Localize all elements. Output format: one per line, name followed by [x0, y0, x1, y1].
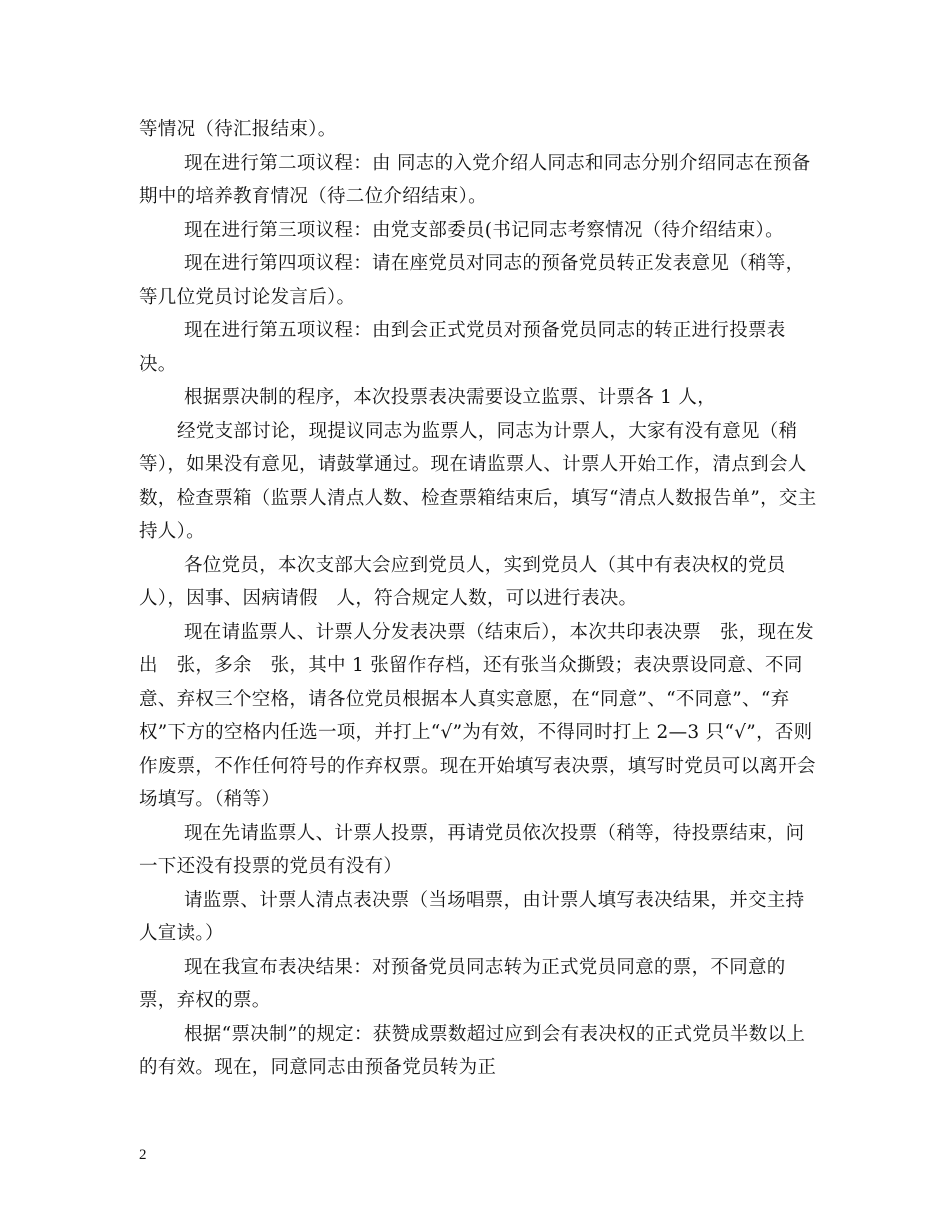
- paragraph-5: 现在进行第五项议程：由到会正式党员对预备党员同志的转正进行投票表决。: [139, 320, 786, 375]
- paragraph-2: 现在进行第二项议程：由 同志的入党介绍人同志和同志分别介绍同志在预备期中的培养教育情况（待二位介绍结束）。: [139, 152, 811, 207]
- paragraph-6: 根据票决制的程序，本次投票表决需要设立监票、计票各 1 人，: [184, 387, 717, 408]
- paragraph-7: [139, 415, 819, 549]
- page-number: 2: [139, 1147, 147, 1163]
- paragraph-9: 现在请监票人、计票人分发表决票（结束后），本次共印表决票 张，现在发出 张，多余 张，其中 1 张留作存档，还有张当众撕毁；表决票设同意、不同意、弃权三个空格，请各位党员根据本人真实意愿，在“同意”、“不同意”、“弃权”下方的空格内任选一项，并打上“√”为有效，不得同时打上 2—3 只“√”，否则作废票，不作任何符号的作弃权票。现在开始填写表决票，填写时党员可以离开会场填写。（稍等）: [139, 621, 816, 810]
- paragraph-8: 各位党员，本次支部大会应到党员人，实到党员人（其中有表决权的党员人），因事、因病请假 人，符合规定人数，可以进行表决。: [139, 554, 786, 609]
- paragraph-12: 现在我宣布表决结果：对预备党员同志转为正式党员同意的票，不同意的票，弃权的票。: [139, 956, 786, 1011]
- paragraph-3: 现在进行第三项议程：由党支部委员(书记同志考察情况（待介绍结束）。: [184, 219, 784, 241]
- paragraph-7-text: 经党支部讨论，现提议同志为监票人，同志为计票人，大家有没有意见（稍等），如果没有意见，请鼓掌通过。现在请监票人、计票人开始工作，清点到会人数，检查票箱（监票人清点人数、检查票箱结束后，填写“清点人数报告单”，交主持人）。: [139, 420, 817, 542]
- paragraph-13: 根据“票决制”的规定：获赞成票数超过应到会有表决权的正式党员半数以上的有效。现在，同意同志由预备党员转为正: [139, 1023, 806, 1078]
- paragraph-4: 现在进行第四项议程：请在座党员对同志的预备党员转正发表意见（稍等，等几位党员讨论发言后）。: [139, 253, 805, 308]
- paragraph-1: 等情况（待汇报结束）。: [139, 119, 337, 140]
- document-body: [139, 113, 819, 1085]
- paragraph-10: 现在先请监票人、计票人投票，再请党员依次投票（稍等，待投票结束，问一下还没有投票的党员有没有）: [139, 822, 805, 877]
- paragraph-11: 请监票、计票人清点表决票（当场唱票，由计票人填写表决结果，并交主持人宣读。）: [139, 889, 805, 944]
